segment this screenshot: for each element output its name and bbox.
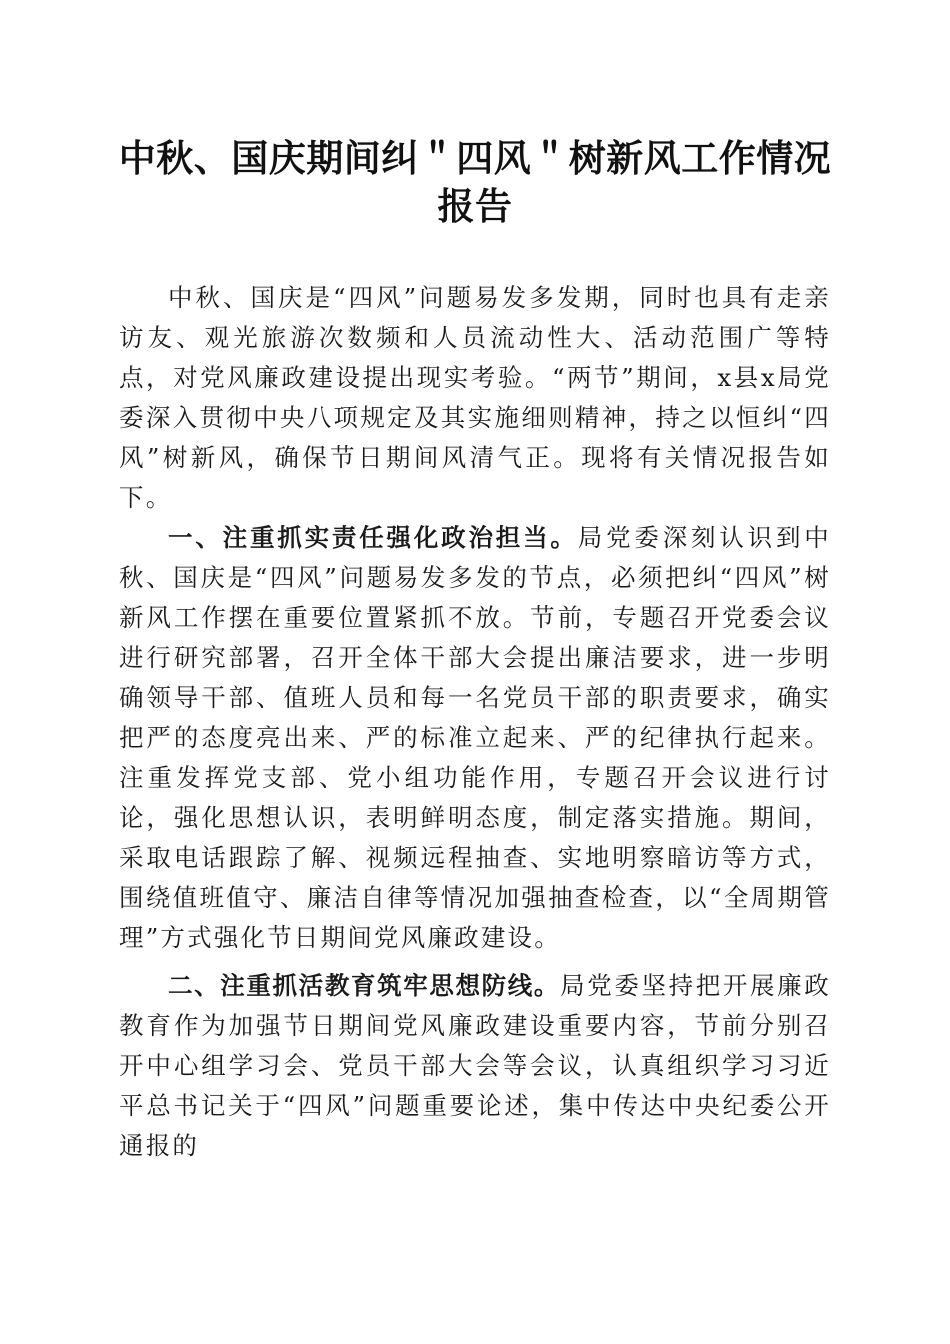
section-paragraph-1 <box>119 518 831 958</box>
section-heading-1: 一、注重抓实责任强化政治担当。 <box>168 523 578 552</box>
section-heading-2: 二、注重抓活教育筑牢思想防线。 <box>168 971 561 1000</box>
document-title: 中秋、国庆期间纠＂四风＂树新风工作情况报告 <box>118 136 832 228</box>
document-body <box>119 278 831 1166</box>
section-text-1: 局党委深刻认识到中秋、国庆是“四风”问题易发多发的节点，必须把纠“四风”树新风工作摆在重要位置紧抓不放。节前，专题召开党委会议进行研究部署，召开全体干部大会提出廉洁要求，进一步明确领导干部、值班人员和每一名党员干部的职责要求，确实把严的态度亮出来、严的标准立起来、严的纪律执行起来。注重发挥党支部、党小组功能作用，专题召开会议进行讨论，强化思想认识，表明鲜明态度，制定落实措施。期间，采取电话跟踪了解、视频远程抽查、实地明察暗访等方式，围绕值班值守、廉洁自律等情况加强抽查检查，以“全周期管理”方式强化节日期间党风廉政建设。 <box>119 523 831 952</box>
section-paragraph-2 <box>119 966 831 1166</box>
intro-paragraph: 中秋、国庆是“四风”问题易发多发期，同时也具有走亲访友、观光旅游次数频和人员流动性大、活动范围广等特点，对党风廉政建设提出现实考验。“两节”期间，x县x局党委深入贯彻中央八项规定及其实施细则精神，持之以恒纠“四风”树新风，确保节日期间风清气正。现将有关情况报告如下。 <box>119 283 831 512</box>
section-text-2: 局党委坚持把开展廉政教育作为加强节日期间党风廉政建设重要内容，节前分别召开中心组学习会、党员干部大会等会议，认真组织学习习近平总书记关于“四风”问题重要论述，集中传达中央纪委公开通报的 <box>119 971 831 1160</box>
